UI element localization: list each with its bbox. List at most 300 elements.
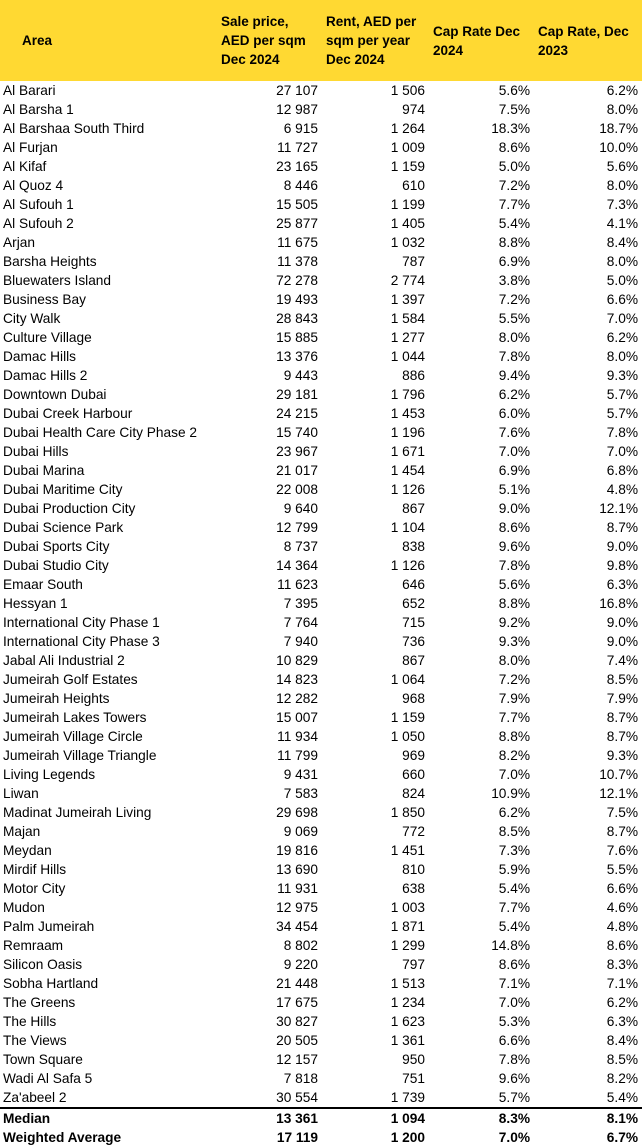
cell-cap-rate-2024: 7.3% [498, 843, 530, 858]
column-header-rent: Rent, AED per sqm per year Dec 2024 [322, 0, 429, 81]
cell-rent: 1 094 [322, 1108, 429, 1128]
cell-cap-rate-2024: 5.4% [498, 216, 530, 231]
cell-area: International City Phase 1 [3, 615, 160, 630]
cell-cap-rate-2023: 7.0% [606, 444, 638, 459]
cell-cap-rate-2024: 6.9% [498, 254, 530, 269]
cell-area: Culture Village [3, 330, 92, 345]
cell-sale-price: 11 727 [277, 140, 318, 155]
cell-rent: 824 [402, 786, 425, 801]
cell-rent: 772 [402, 824, 425, 839]
table-row [0, 955, 642, 974]
table-row [0, 309, 642, 328]
cell-sale-price: 11 931 [277, 881, 318, 896]
cell-area: Jumeirah Golf Estates [3, 672, 138, 687]
table-row [0, 556, 642, 575]
cell-sale-price: 25 877 [276, 216, 318, 231]
cell-cap-rate-2024: 8.6% [498, 140, 530, 155]
cell-rent: 2 774 [390, 273, 425, 288]
cell-rent: 1 196 [390, 425, 425, 440]
cell-area: Dubai Health Care City Phase 2 [3, 425, 198, 440]
header-row [0, 0, 642, 81]
cell-rent: 1 397 [390, 292, 425, 307]
table-row [0, 347, 642, 366]
cell-sale-price: 12 799 [276, 520, 318, 535]
cell-cap-rate-2023: 5.5% [606, 862, 638, 877]
cell-rent: 1 044 [390, 349, 425, 364]
cell-cap-rate-2023: 7.8% [606, 425, 638, 440]
cell-area: The Greens [3, 995, 76, 1010]
cell-cap-rate-2024: 7.6% [498, 425, 530, 440]
cell-cap-rate-2024: 8.0% [498, 330, 530, 345]
table-row [0, 423, 642, 442]
table-row [0, 594, 642, 613]
cell-sale-price: 23 165 [276, 159, 318, 174]
column-header-cap-rate-2024: Cap Rate Dec 2024 [429, 0, 534, 81]
cell-area: Dubai Sports City [3, 539, 110, 554]
cell-area: Dubai Production City [3, 501, 136, 516]
cell-area: Al Kifaf [3, 159, 47, 174]
cell-sale-price: 72 278 [276, 273, 318, 288]
cell-cap-rate-2024: 6.2% [498, 387, 530, 402]
cell-rent: 1 405 [390, 216, 425, 231]
cell-sale-price: 17 119 [276, 1130, 318, 1145]
cell-cap-rate-2024: 7.8% [498, 558, 530, 573]
cell-cap-rate-2024: 5.5% [498, 311, 530, 326]
cell-sale-price: 11 934 [277, 729, 318, 744]
cell-rent: 1 506 [390, 83, 425, 98]
cell-sale-price: 15 885 [276, 330, 318, 345]
cell-rent: 1 199 [390, 197, 425, 212]
cell-area: Dubai Creek Harbour [3, 406, 133, 421]
table-row [0, 195, 642, 214]
cell-rent: 715 [402, 615, 425, 630]
cell-cap-rate-2024: 5.3% [498, 1014, 530, 1029]
cell-sale-price: 28 843 [276, 311, 318, 326]
cell-area: Al Sufouh 2 [3, 216, 74, 231]
cell-sale-price: 12 282 [276, 691, 318, 706]
cell-rent: 1 003 [390, 900, 425, 915]
cell-area: Al Sufouh 1 [3, 197, 74, 212]
cell-area: Za'abeel 2 [3, 1090, 67, 1105]
cell-area: Silicon Oasis [3, 957, 83, 972]
cell-area: Al Barshaa South Third [3, 121, 145, 136]
cell-area: Bluewaters Island [3, 273, 112, 288]
cell-area: Al Barari [3, 83, 56, 98]
table-row [0, 746, 642, 765]
cell-area: Downtown Dubai [3, 387, 107, 402]
cell-cap-rate-2023: 6.2% [606, 995, 638, 1010]
cell-sale-price: 7 764 [283, 615, 318, 630]
cell-sale-price: 7 940 [283, 634, 318, 649]
cell-sale-price: 10 829 [276, 653, 318, 668]
table-row [0, 993, 642, 1012]
cell-cap-rate-2024: 8.5% [498, 824, 530, 839]
cell-cap-rate-2024: 7.0% [498, 1130, 530, 1145]
cell-cap-rate-2024: 7.5% [498, 102, 530, 117]
cell-sale-price: 8 802 [283, 938, 318, 953]
cell-area: Palm Jumeirah [3, 919, 95, 934]
cell-cap-rate-2024: 8.6% [498, 957, 530, 972]
cell-rent: 1 454 [390, 463, 425, 478]
summary-row [0, 1128, 642, 1147]
cell-rent: 1 159 [390, 710, 425, 725]
table-row [0, 1069, 642, 1088]
table-row [0, 442, 642, 461]
cell-sale-price: 9 431 [283, 767, 318, 782]
cell-cap-rate-2024: 7.7% [498, 900, 530, 915]
table-row [0, 708, 642, 727]
cell-cap-rate-2023: 8.5% [606, 1052, 638, 1067]
cell-rent: 1 104 [390, 520, 425, 535]
table-row [0, 1050, 642, 1069]
cell-cap-rate-2023: 6.2% [606, 330, 638, 345]
cell-area: Weighted Average [3, 1130, 122, 1145]
table-row [0, 176, 642, 195]
cell-cap-rate-2023: 8.7% [606, 710, 638, 725]
table-row [0, 613, 642, 632]
cell-cap-rate-2023: 8.4% [606, 235, 638, 250]
table-row [0, 119, 642, 138]
cell-cap-rate-2024: 5.6% [498, 577, 530, 592]
cell-rent: 1 234 [390, 995, 425, 1010]
cell-sale-price: 8 737 [283, 539, 318, 554]
cell-area: Al Furjan [3, 140, 58, 155]
cell-area: Dubai Science Park [3, 520, 124, 535]
cell-sale-price: 6 915 [283, 121, 318, 136]
table-row [0, 385, 642, 404]
table-row [0, 518, 642, 537]
cell-sale-price: 15 007 [276, 710, 318, 725]
cell-rent: 1 050 [390, 729, 425, 744]
cell-sale-price: 13 690 [276, 862, 318, 877]
cell-cap-rate-2023: 9.3% [606, 748, 638, 763]
cell-cap-rate-2023: 7.0% [606, 311, 638, 326]
cell-sale-price: 24 215 [276, 406, 318, 421]
cell-sale-price: 19 816 [276, 843, 318, 858]
cell-cap-rate-2023: 8.0% [606, 254, 638, 269]
cell-area: Wadi Al Safa 5 [3, 1071, 93, 1086]
cell-cap-rate-2024: 10.9% [491, 786, 530, 801]
cell-rent: 1 850 [390, 805, 425, 820]
cell-cap-rate-2024: 5.4% [498, 919, 530, 934]
table-row [0, 366, 642, 385]
table-row [0, 290, 642, 309]
cell-area: Damac Hills [3, 349, 77, 364]
cell-cap-rate-2023: 18.7% [599, 121, 638, 136]
table-row [0, 803, 642, 822]
cell-rent: 751 [402, 1071, 425, 1086]
cell-cap-rate-2024: 7.0% [498, 995, 530, 1010]
table-row [0, 499, 642, 518]
cell-cap-rate-2023: 5.4% [606, 1090, 638, 1105]
cell-sale-price: 21 448 [276, 976, 318, 991]
cell-cap-rate-2024: 8.8% [498, 729, 530, 744]
cell-area: Jumeirah Lakes Towers [3, 710, 147, 725]
cell-area: The Views [3, 1033, 67, 1048]
cell-cap-rate-2024: 7.2% [498, 292, 530, 307]
cell-sale-price: 9 443 [283, 368, 318, 383]
cell-rent: 1 277 [390, 330, 425, 345]
table-row [0, 727, 642, 746]
table-row [0, 765, 642, 784]
cell-rent: 660 [402, 767, 425, 782]
cell-sale-price: 19 493 [276, 292, 318, 307]
cell-rent: 950 [402, 1052, 425, 1067]
table-row [0, 328, 642, 347]
cell-cap-rate-2023: 5.6% [606, 159, 638, 174]
cell-sale-price: 12 987 [276, 102, 318, 117]
cell-cap-rate-2024: 8.2% [498, 748, 530, 763]
table-row [0, 1012, 642, 1031]
cell-cap-rate-2023: 12.1% [599, 501, 638, 516]
cell-area: Al Barsha 1 [3, 102, 74, 117]
cell-cap-rate-2023: 4.6% [606, 900, 638, 915]
cell-sale-price: 14 364 [276, 558, 318, 573]
table-row [0, 100, 642, 119]
cell-rent: 810 [402, 862, 425, 877]
cell-cap-rate-2023: 7.5% [606, 805, 638, 820]
cell-cap-rate-2023: 6.7% [606, 1130, 638, 1145]
cell-cap-rate-2023: 8.6% [606, 938, 638, 953]
cell-sale-price: 14 823 [276, 672, 318, 687]
table-row [0, 917, 642, 936]
summary-row [0, 1108, 642, 1128]
cell-rent: 1 159 [390, 159, 425, 174]
cell-sale-price: 34 454 [276, 919, 318, 934]
cell-cap-rate-2023: 6.6% [606, 881, 638, 896]
cell-cap-rate-2023: 5.0% [606, 273, 638, 288]
cell-area: City Walk [3, 311, 61, 326]
cell-cap-rate-2023: 8.2% [606, 1071, 638, 1086]
cell-area: Mirdif Hills [3, 862, 67, 877]
cell-rent: 1 584 [390, 311, 425, 326]
cell-sale-price: 30 554 [276, 1090, 318, 1105]
table-row [0, 898, 642, 917]
cell-rent: 974 [402, 102, 425, 117]
cell-area: Barsha Heights [3, 254, 97, 269]
cell-cap-rate-2024: 9.2% [498, 615, 530, 630]
table-row [0, 214, 642, 233]
cell-area: Jumeirah Village Circle [3, 729, 143, 744]
cell-rent: 797 [402, 957, 425, 972]
cell-cap-rate-2023: 8.7% [606, 520, 638, 535]
cell-sale-price: 9 640 [283, 501, 318, 516]
cell-sale-price: 8 446 [283, 178, 318, 193]
cell-cap-rate-2023: 9.0% [606, 634, 638, 649]
cell-rent: 838 [402, 539, 425, 554]
cell-cap-rate-2024: 7.7% [498, 710, 530, 725]
cell-cap-rate-2024: 7.9% [498, 691, 530, 706]
table-row [0, 841, 642, 860]
cell-cap-rate-2023: 16.8% [599, 596, 638, 611]
cell-cap-rate-2023: 4.8% [606, 482, 638, 497]
cell-area: The Hills [3, 1014, 57, 1029]
cell-sale-price: 29 698 [276, 805, 318, 820]
cell-area: Majan [3, 824, 41, 839]
cell-rent: 1 453 [390, 406, 425, 421]
cell-area: Mudon [3, 900, 45, 915]
cell-sale-price: 29 181 [276, 387, 318, 402]
cell-cap-rate-2023: 4.8% [606, 919, 638, 934]
cell-cap-rate-2023: 8.0% [606, 178, 638, 193]
cell-cap-rate-2023: 9.8% [606, 558, 638, 573]
cell-cap-rate-2023: 9.0% [606, 615, 638, 630]
table-row [0, 1088, 642, 1108]
table-row [0, 822, 642, 841]
cell-rent: 610 [402, 178, 425, 193]
cell-rent: 1 739 [390, 1090, 425, 1105]
cell-sale-price: 27 107 [276, 83, 318, 98]
cell-cap-rate-2024: 8.3% [429, 1108, 534, 1128]
cell-rent: 867 [402, 653, 425, 668]
cell-rent: 886 [402, 368, 425, 383]
cell-cap-rate-2023: 4.1% [606, 216, 638, 231]
cell-rent: 969 [402, 748, 425, 763]
cell-cap-rate-2024: 18.3% [491, 121, 530, 136]
cell-area: Damac Hills 2 [3, 368, 88, 383]
cell-rent: 1 796 [390, 387, 425, 402]
table-row [0, 461, 642, 480]
cell-cap-rate-2024: 5.9% [498, 862, 530, 877]
cell-cap-rate-2023: 8.3% [606, 957, 638, 972]
table-header [0, 0, 642, 81]
cell-cap-rate-2023: 8.7% [606, 729, 638, 744]
cell-sale-price: 11 378 [277, 254, 318, 269]
cell-cap-rate-2024: 7.0% [498, 444, 530, 459]
cell-cap-rate-2023: 6.3% [606, 1014, 638, 1029]
cell-rent: 1 126 [390, 558, 425, 573]
table-row [0, 936, 642, 955]
cell-rent: 1 264 [390, 121, 425, 136]
cell-rent: 1 299 [390, 938, 425, 953]
cell-cap-rate-2024: 9.3% [498, 634, 530, 649]
table-row [0, 974, 642, 993]
cell-cap-rate-2023: 9.3% [606, 368, 638, 383]
cell-cap-rate-2024: 5.1% [498, 482, 530, 497]
cell-cap-rate-2023: 12.1% [599, 786, 638, 801]
cell-sale-price: 9 069 [283, 824, 318, 839]
cell-cap-rate-2023: 7.1% [606, 976, 638, 991]
cell-rent: 736 [402, 634, 425, 649]
cell-area: Meydan [3, 843, 52, 858]
cell-rent: 1 623 [390, 1014, 425, 1029]
cell-cap-rate-2023: 7.6% [606, 843, 638, 858]
cell-rent: 1 871 [390, 919, 425, 934]
cell-sale-price: 7 583 [283, 786, 318, 801]
cell-cap-rate-2024: 14.8% [491, 938, 530, 953]
table-row [0, 651, 642, 670]
cell-cap-rate-2023: 6.6% [606, 292, 638, 307]
cell-rent: 1 009 [390, 140, 425, 155]
cell-rent: 1 451 [390, 843, 425, 858]
cell-rent: 1 361 [390, 1033, 425, 1048]
table-row [0, 670, 642, 689]
cell-sale-price: 11 799 [277, 748, 318, 763]
cell-rent: 1 032 [390, 235, 425, 250]
cell-cap-rate-2023: 5.7% [606, 387, 638, 402]
cell-sale-price: 17 675 [276, 995, 318, 1010]
cell-area: Arjan [3, 235, 35, 250]
cell-area: Jumeirah Heights [3, 691, 110, 706]
cell-area: International City Phase 3 [3, 634, 160, 649]
cell-rent: 968 [402, 691, 425, 706]
cell-cap-rate-2024: 8.8% [498, 235, 530, 250]
cell-cap-rate-2023: 5.7% [606, 406, 638, 421]
cell-area: Business Bay [3, 292, 86, 307]
table-body [0, 81, 642, 1147]
cell-area: Jabal Ali Industrial 2 [3, 653, 125, 668]
cell-cap-rate-2024: 3.8% [498, 273, 530, 288]
cell-rent: 1 126 [390, 482, 425, 497]
cell-cap-rate-2024: 5.7% [498, 1090, 530, 1105]
cell-sale-price: 15 740 [276, 425, 318, 440]
cell-sale-price: 7 395 [283, 596, 318, 611]
table-row [0, 404, 642, 423]
cell-sale-price: 23 967 [276, 444, 318, 459]
cell-cap-rate-2023: 8.0% [606, 102, 638, 117]
cell-area: Median [0, 1108, 217, 1128]
cell-area: Town Square [3, 1052, 83, 1067]
cell-cap-rate-2024: 9.4% [498, 368, 530, 383]
cell-cap-rate-2024: 7.7% [498, 197, 530, 212]
cell-cap-rate-2023: 6.3% [606, 577, 638, 592]
cell-sale-price: 7 818 [283, 1071, 318, 1086]
cell-cap-rate-2023: 7.9% [606, 691, 638, 706]
cell-sale-price: 13 376 [276, 349, 318, 364]
cell-cap-rate-2024: 8.8% [498, 596, 530, 611]
cell-rent: 652 [402, 596, 425, 611]
cell-area: Hessyan 1 [3, 596, 68, 611]
cell-cap-rate-2023: 8.7% [606, 824, 638, 839]
table-row [0, 879, 642, 898]
cell-cap-rate-2023: 8.4% [606, 1033, 638, 1048]
cell-sale-price: 30 827 [276, 1014, 318, 1029]
column-header-area: Area [0, 0, 217, 81]
cell-cap-rate-2024: 8.0% [498, 653, 530, 668]
table-row [0, 860, 642, 879]
cell-sale-price: 12 157 [276, 1052, 318, 1067]
cell-sale-price: 11 675 [277, 235, 318, 250]
table-row [0, 632, 642, 651]
cell-rent: 638 [402, 881, 425, 896]
cell-cap-rate-2024: 9.6% [498, 1071, 530, 1086]
cell-cap-rate-2023: 6.8% [606, 463, 638, 478]
cell-cap-rate-2024: 9.6% [498, 539, 530, 554]
cell-rent: 787 [402, 254, 425, 269]
table-row [0, 233, 642, 252]
cell-area: Dubai Marina [3, 463, 85, 478]
table-row [0, 689, 642, 708]
cell-cap-rate-2024: 7.8% [498, 349, 530, 364]
cell-rent: 1 064 [390, 672, 425, 687]
cell-sale-price: 12 975 [276, 900, 318, 915]
table-row [0, 480, 642, 499]
cell-area: Jumeirah Village Triangle [3, 748, 157, 763]
cell-sale-price: 21 017 [276, 463, 318, 478]
cell-rent: 1 513 [390, 976, 425, 991]
table-row [0, 157, 642, 176]
cell-cap-rate-2023: 10.0% [599, 140, 638, 155]
cell-cap-rate-2024: 5.4% [498, 881, 530, 896]
cell-sale-price: 11 623 [277, 577, 318, 592]
column-header-cap-rate-2023: Cap Rate, Dec 2023 [534, 0, 642, 81]
cell-sale-price: 15 505 [276, 197, 318, 212]
cell-cap-rate-2023: 8.0% [606, 349, 638, 364]
table-row [0, 271, 642, 290]
table-row [0, 1031, 642, 1050]
cell-area: Sobha Hartland [3, 976, 99, 991]
cell-cap-rate-2024: 9.0% [498, 501, 530, 516]
